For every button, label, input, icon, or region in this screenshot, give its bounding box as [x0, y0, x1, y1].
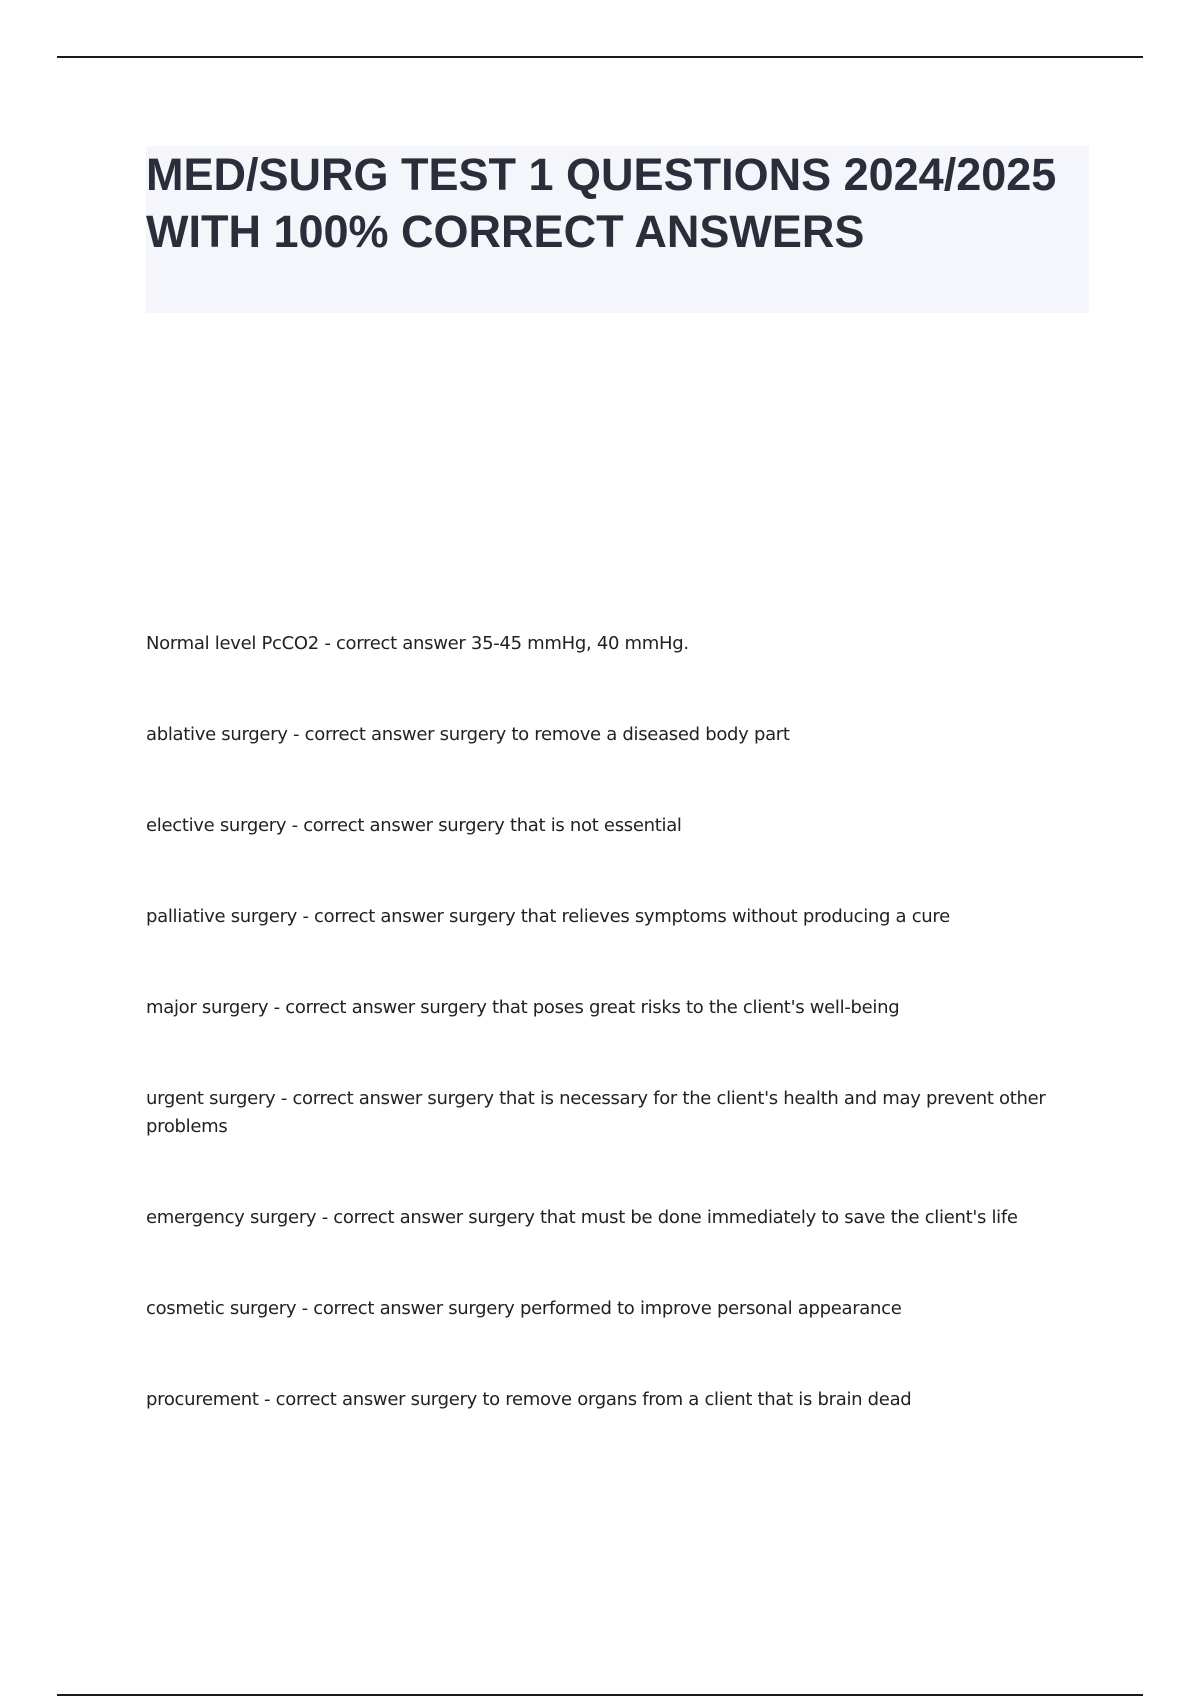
- qa-item: urgent surgery - correct answer surgery that is necessary for the client's health and may prevent other problems: [146, 1088, 1046, 1137]
- top-rule: [57, 56, 1143, 58]
- qa-item: Normal level PcCO2 - correct answer 35-45 mmHg, 40 mmHg.: [146, 633, 689, 654]
- title-block: [146, 146, 1089, 313]
- qa-item: elective surgery - correct answer surgery that is not essential: [146, 815, 682, 836]
- qa-item: cosmetic surgery - correct answer surgery performed to improve personal appearance: [146, 1298, 902, 1319]
- qa-item: major surgery - correct answer surgery that poses great risks to the client's well-being: [146, 997, 900, 1018]
- bottom-rule: [57, 1694, 1143, 1696]
- qa-item: emergency surgery - correct answer surgery that must be done immediately to save the client's life: [146, 1207, 1018, 1228]
- qa-item: palliative surgery - correct answer surgery that relieves symptoms without producing a cure: [146, 906, 950, 927]
- qa-item: procurement - correct answer surgery to remove organs from a client that is brain dead: [146, 1389, 912, 1410]
- document-title: MED/SURG TEST 1 QUESTIONS 2024/2025 WITH 100% CORRECT ANSWERS: [146, 149, 1057, 257]
- qa-item: ablative surgery - correct answer surgery to remove a diseased body part: [146, 724, 790, 745]
